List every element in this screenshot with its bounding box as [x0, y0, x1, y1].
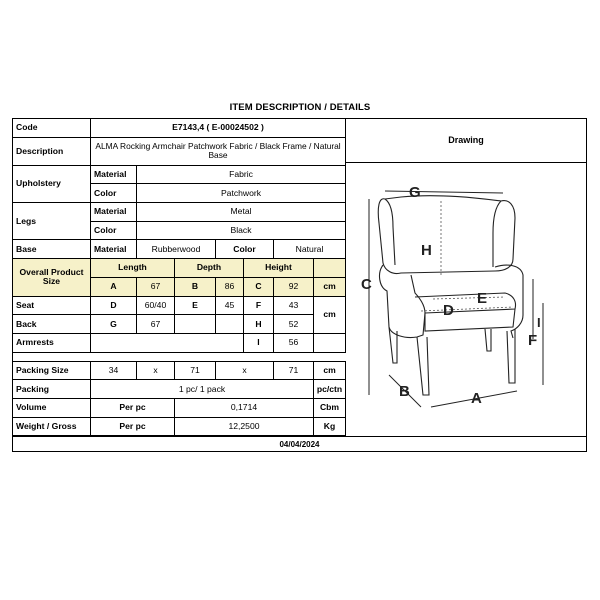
chair-back-outline [378, 196, 515, 274]
legs-material-row [13, 203, 346, 222]
label-b: B [399, 383, 410, 400]
armrests-height-code: I [244, 333, 274, 352]
seat-depth-code: E [175, 296, 216, 315]
base-color-label: Color [216, 240, 274, 259]
seat-height-value: 43 [274, 296, 314, 315]
packing-unit: pc/ctn [314, 380, 346, 399]
packing-size-a: 34 [91, 361, 137, 380]
back-depth-value [216, 315, 244, 334]
back-label: Back [13, 315, 91, 334]
overall-size-label: Overall Product Size [13, 259, 91, 296]
legs-material-value: Metal [137, 203, 346, 222]
depth-header: Depth [175, 259, 244, 278]
label-i: I [537, 315, 541, 330]
volume-unit: Cbm [314, 398, 346, 417]
upholstery-color-value: Patchwork [137, 184, 346, 203]
legs-color-value: Black [137, 221, 346, 240]
code-label: Code [13, 119, 91, 138]
base-label: Base [13, 240, 91, 259]
packing-size-x2: x [216, 361, 274, 380]
legs-material-label: Material [91, 203, 137, 222]
seat-length-value: 60/40 [137, 296, 175, 315]
chair-leg-back-right [485, 329, 491, 351]
packing-value: 1 pc/ 1 pack [91, 380, 314, 399]
label-c: C [361, 276, 372, 293]
seat-length-code: D [91, 296, 137, 315]
packing-size-unit: cm [314, 361, 346, 380]
page-title: ITEM DESCRIPTION / DETAILS [229, 102, 371, 113]
upholstery-material-row [13, 165, 346, 184]
back-height-code: H [244, 315, 274, 334]
description-label: Description [13, 137, 91, 165]
base-material-value: Rubberwood [137, 240, 216, 259]
length-header: Length [91, 259, 175, 278]
base-material-label: Material [91, 240, 137, 259]
overall-unit: cm [314, 277, 346, 296]
armrests-label: Armrests [13, 333, 91, 352]
legs-label: Legs [13, 203, 91, 240]
overall-length-code: A [91, 277, 137, 296]
code-row [13, 119, 346, 138]
volume-per: Per pc [91, 398, 175, 417]
armrests-empty [91, 333, 244, 352]
upholstery-material-label: Material [91, 165, 137, 184]
chair-wing-left [385, 199, 395, 265]
chair-arm-left [380, 265, 425, 338]
table-gap [13, 352, 346, 361]
code-value: E7143,4 ( E-00024502 ) [91, 119, 346, 138]
spec-table [12, 118, 346, 436]
packing-size-row [13, 361, 346, 380]
chair-seat [415, 293, 516, 313]
header-spacer [314, 259, 346, 278]
packing-row [13, 380, 346, 399]
armrests-spacer [314, 333, 346, 352]
packing-label: Packing [13, 380, 91, 399]
label-e: E [477, 290, 488, 307]
seat-label: Seat [13, 296, 91, 315]
volume-row [13, 398, 346, 417]
weight-value: 12,2500 [175, 417, 314, 436]
overall-height-code: C [244, 277, 274, 296]
back-length-value: 67 [137, 315, 175, 334]
base-color-value: Natural [274, 240, 346, 259]
upholstery-material-value: Fabric [137, 165, 346, 184]
overall-depth-code: B [175, 277, 216, 296]
packing-size-b: 71 [175, 361, 216, 380]
chair-wing-right [493, 201, 501, 267]
upholstery-label: Upholstery [13, 165, 91, 202]
legs-color-label: Color [91, 221, 137, 240]
overall-height-value: 92 [274, 277, 314, 296]
height-header: Height [244, 259, 314, 278]
seat-height-code: F [244, 296, 274, 315]
seat-back-unit: cm [314, 296, 346, 333]
weight-per: Per pc [91, 417, 175, 436]
dim-line-e [433, 297, 505, 299]
description-value: ALMA Rocking Armchair Patchwork Fabric / Black Frame / Natural Base [91, 137, 346, 165]
back-length-code: G [91, 315, 137, 334]
date-footer: 04/04/2024 [12, 436, 587, 452]
base-row [13, 240, 346, 259]
dim-line-d [421, 307, 513, 311]
weight-unit: Kg [314, 417, 346, 436]
armrests-height-value: 56 [274, 333, 314, 352]
armrests-row [13, 333, 346, 352]
label-g: G [409, 184, 421, 201]
packing-size-c: 71 [274, 361, 314, 380]
weight-label: Weight / Gross [13, 417, 91, 436]
packing-size-x1: x [137, 361, 175, 380]
label-a: A [471, 390, 482, 407]
label-d: D [443, 302, 454, 319]
label-h: H [421, 242, 432, 259]
volume-label: Volume [13, 398, 91, 417]
volume-value: 0,1714 [175, 398, 314, 417]
dimension-header-row [13, 259, 346, 278]
drawing-title: Drawing [345, 118, 587, 163]
armchair-drawing [345, 163, 585, 433]
seat-depth-value: 45 [216, 296, 244, 315]
gap-row [13, 352, 346, 361]
chair-leg-front-left [417, 337, 429, 395]
overall-length-value: 67 [137, 277, 175, 296]
back-height-value: 52 [274, 315, 314, 334]
label-f: F [528, 332, 538, 349]
chair-leg-front-right [507, 329, 515, 383]
seat-row [13, 296, 346, 315]
dim-line-g [385, 191, 503, 193]
back-row [13, 315, 346, 334]
weight-row [13, 417, 346, 436]
overall-depth-value: 86 [216, 277, 244, 296]
description-row [13, 137, 346, 165]
upholstery-color-label: Color [91, 184, 137, 203]
back-depth-code [175, 315, 216, 334]
packing-size-label: Packing Size [13, 361, 91, 380]
